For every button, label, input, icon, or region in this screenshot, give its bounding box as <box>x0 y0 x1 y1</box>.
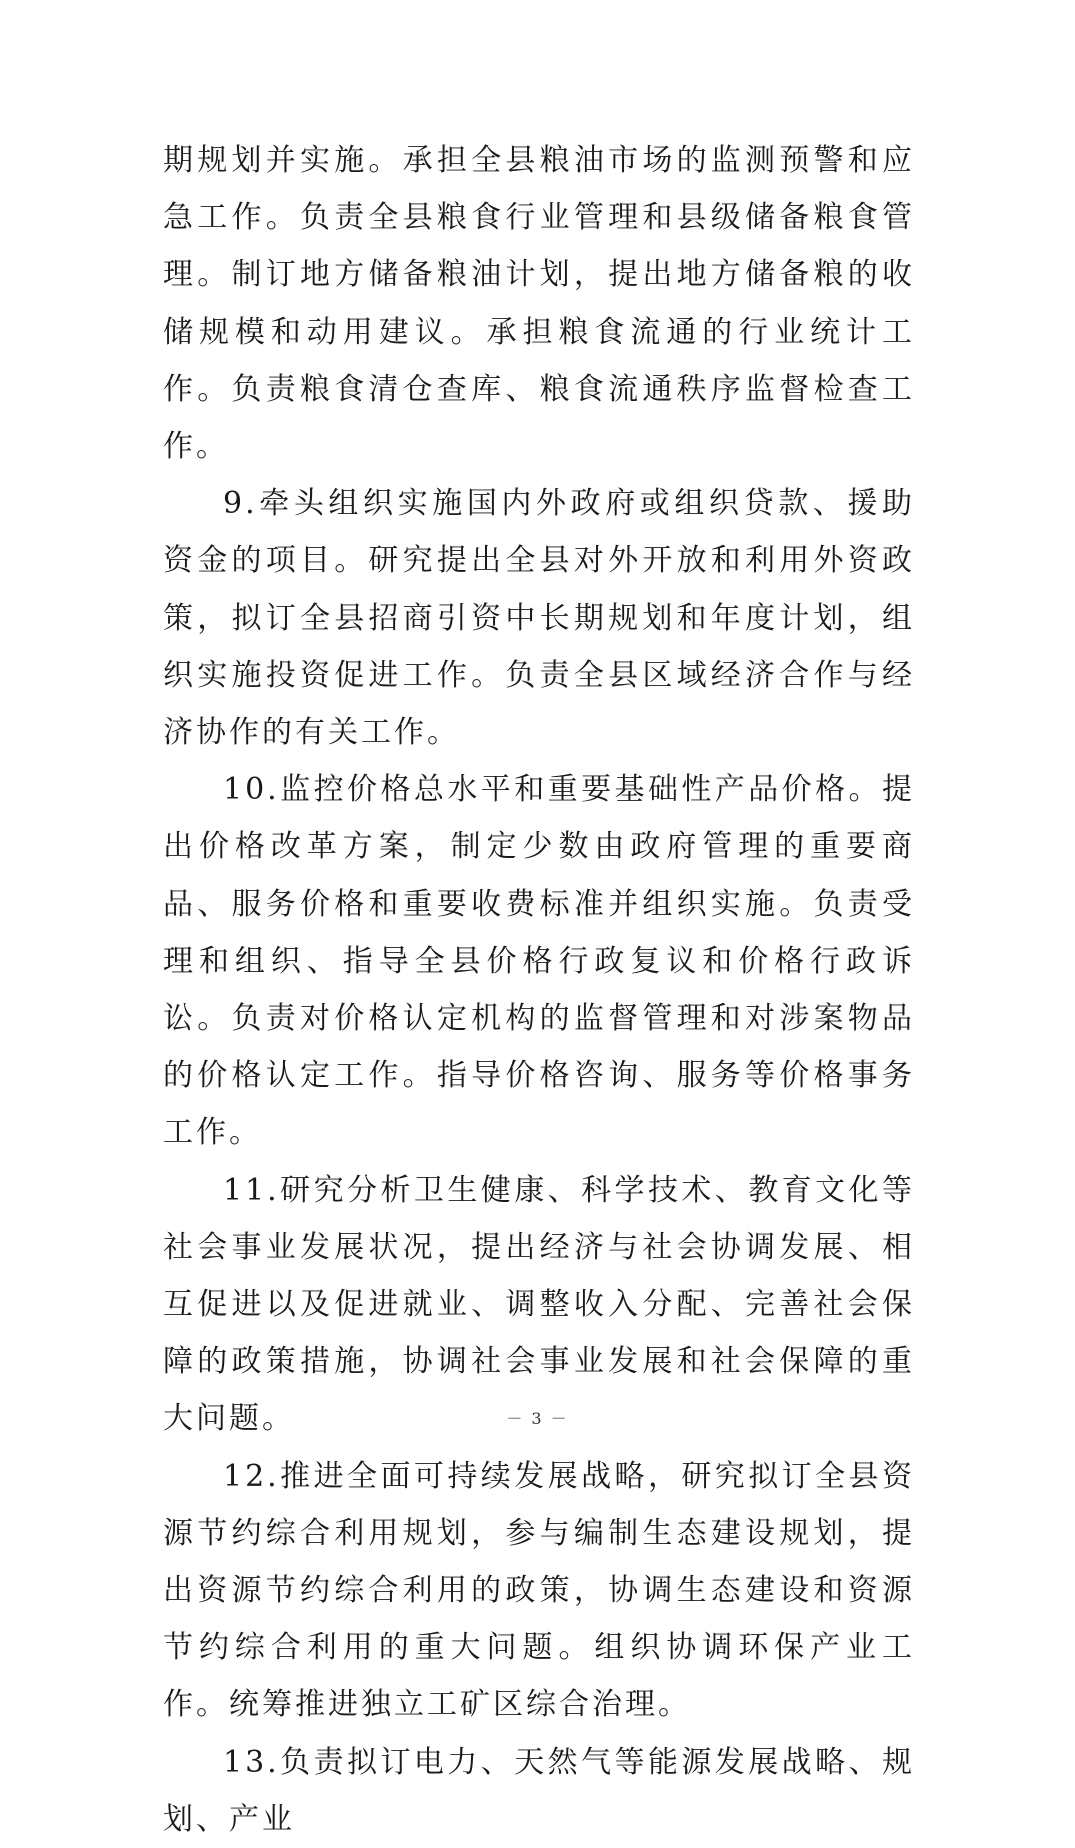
paragraph-item-13: 13.负责拟订电力、天然气等能源发展战略、规划、产业 <box>163 1744 915 1837</box>
paragraph-item-9: 9.牵头组织实施国内外政府或组织贷款、援助资金的项目。研究提出全县对外开放和利用外资政策，拟订全县招商引资中长期规划和年度计划，组织实施投资促进工作。负责全县区域经济合作与经济协作的有关工作。 <box>163 486 915 751</box>
paragraph-item-10: 10.监控价格总水平和重要基础性产品价格。提出价格改革方案，制定少数由政府管理的重要商品、服务价格和重要收费标准并组织实施。负责受理和组织、指导全县价格行政复议和价格行政诉讼。负责对价格认定机构的监督管理和对涉案物品的价格认定工作。指导价格咨询、服务等价格事务工作。 <box>163 772 915 1151</box>
body-text <box>163 132 915 1848</box>
page-number: － 3 － <box>506 1409 569 1428</box>
paragraph-continuation: 期规划并实施。承担全县粮油市场的监测预警和应急工作。负责全县粮食行业管理和县级储备粮食管理。制订地方储备粮油计划，提出地方储备粮的收储规模和动用建议。承担粮食流通的行业统计工作。负责粮食清仓查库、粮食流通秩序监督检查工作。 <box>163 143 915 465</box>
paragraph-item-11: 11.研究分析卫生健康、科学技术、教育文化等社会事业发展状况，提出经济与社会协调发展、相互促进以及促进就业、调整收入分配、完善社会保障的政策措施，协调社会事业发展和社会保障的重大问题。 <box>163 1172 915 1437</box>
paragraph-item-12: 12.推进全面可持续发展战略，研究拟订全县资源节约综合利用规划，参与编制生态建设规划，提出资源节约综合利用的政策，协调生态建设和资源节约综合利用的重大问题。组织协调环保产业工作。统筹推进独立工矿区综合治理。 <box>163 1458 915 1723</box>
